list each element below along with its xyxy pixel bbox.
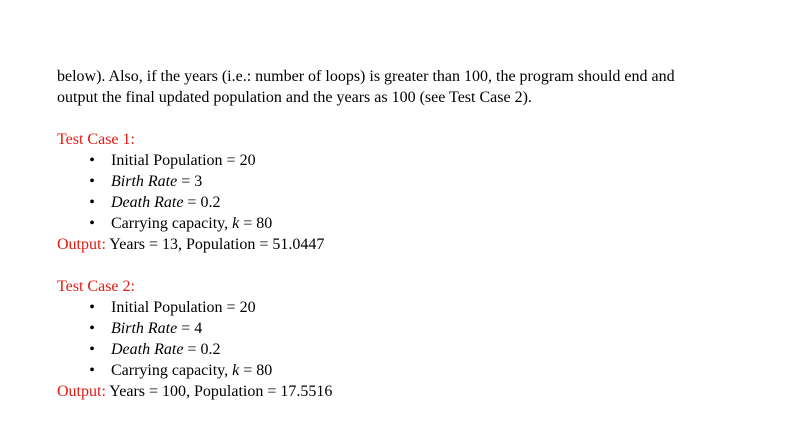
- output-label: Output:: [57, 236, 106, 253]
- item-italic: Death Rate: [111, 341, 184, 358]
- intro-paragraph: [57, 66, 777, 108]
- test-case-inputs: [57, 297, 777, 381]
- test-case-heading: Test Case 2:: [57, 278, 135, 295]
- list-item: [57, 213, 777, 234]
- item-italic: k: [232, 362, 240, 379]
- bullet-icon: •: [89, 152, 95, 169]
- document-body: [57, 66, 777, 402]
- item-suffix: = 3: [177, 173, 203, 190]
- test-case-2: [57, 276, 777, 402]
- item-italic: Birth Rate: [111, 320, 178, 337]
- spacer: [57, 108, 777, 129]
- test-case-inputs: [57, 150, 777, 234]
- item-prefix: Carrying capacity,: [111, 362, 233, 379]
- item-suffix: = 80: [239, 362, 273, 379]
- bullet-icon: •: [89, 362, 95, 379]
- item-prefix: Initial Population: [111, 299, 223, 316]
- list-item: [57, 318, 777, 339]
- item-italic: Death Rate: [111, 194, 184, 211]
- bullet-icon: •: [89, 320, 95, 337]
- intro-line-1: below). Also, if the years (i.e.: number of loops) is greater than 100, the program should end and: [57, 68, 675, 85]
- test-case-output: [57, 381, 777, 402]
- bullet-icon: •: [89, 299, 95, 316]
- item-suffix: = 0.2: [183, 194, 221, 211]
- output-value: Years = 100, Population = 17.5516: [105, 383, 333, 400]
- list-item: [57, 192, 777, 213]
- output-label: Output:: [57, 383, 106, 400]
- list-item: [57, 171, 777, 192]
- item-italic: k: [232, 215, 240, 232]
- list-item: [57, 150, 777, 171]
- test-case-output: [57, 234, 777, 255]
- intro-line-2: output the final updated population and the years as 100 (see Test Case 2).: [57, 89, 532, 106]
- bullet-icon: •: [89, 215, 95, 232]
- list-item: [57, 339, 777, 360]
- test-case-heading: Test Case 1:: [57, 131, 135, 148]
- item-prefix: Initial Population: [111, 152, 223, 169]
- bullet-icon: •: [89, 341, 95, 358]
- item-suffix: = 20: [222, 299, 256, 316]
- item-suffix: = 20: [222, 152, 256, 169]
- item-prefix: Carrying capacity,: [111, 215, 233, 232]
- item-suffix: = 80: [239, 215, 273, 232]
- item-suffix: = 4: [177, 320, 203, 337]
- bullet-icon: •: [89, 194, 95, 211]
- list-item: [57, 360, 777, 381]
- bullet-icon: •: [89, 173, 95, 190]
- list-item: [57, 297, 777, 318]
- output-value: Years = 13, Population = 51.0447: [105, 236, 325, 253]
- item-suffix: = 0.2: [183, 341, 221, 358]
- spacer: [57, 255, 777, 276]
- test-case-1: [57, 129, 777, 255]
- item-italic: Birth Rate: [111, 173, 178, 190]
